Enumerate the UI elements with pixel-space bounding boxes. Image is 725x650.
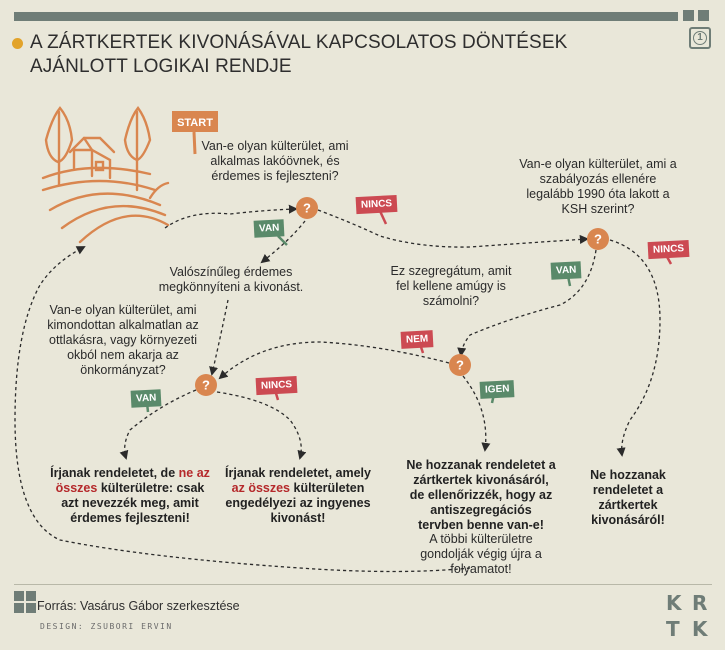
question-node-q3 [449, 354, 471, 376]
outcome-o1-after: külterületre: csak azt nevezzék meg, amit érdemes fejleszteni! [61, 481, 205, 525]
outcome-o3: Ne hozzanak rendeletet a zártkertek kivonásáról, de ellenőrizzék, hogy az antiszegregációs tervben benne van-e! [406, 458, 556, 532]
design-credit: DESIGN: ZSUBORI ERVIN [40, 622, 173, 631]
path-q2-nincs [610, 240, 660, 455]
source-icon [14, 591, 36, 613]
svg-text:START: START [177, 117, 213, 129]
tag-post [278, 236, 287, 245]
path-note-to-q4 [212, 300, 228, 374]
page-number-circle: 1 [693, 31, 707, 45]
outcome-o2 [222, 466, 374, 526]
svg-text:?: ? [594, 231, 602, 247]
question-node-q2 [587, 228, 609, 250]
page-title: A ZÁRTKERTEK KIVONÁSÁVAL KAPCSOLATOS DÖNTÉSEK AJÁNLOTT LOGIKAI RENDJE [30, 32, 568, 77]
svg-text:?: ? [303, 200, 311, 216]
tag-van-q2: VAN [551, 261, 582, 280]
tag-van-q1: VAN [254, 219, 285, 238]
question-q3-text: Ez szegregátum, amit fel kellene amúgy is számolni? [390, 264, 512, 308]
note-likely-easier: Valószínűleg érdemes megkönnyíteni a kivonást. [158, 265, 304, 294]
tag-nincs-q4: NINCS [256, 376, 298, 395]
question-q2-text: Van-e olyan külterület, ami a szabályozás ellenére legalább 1990 óta lakott a KSH szerint? [519, 157, 677, 216]
svg-text:?: ? [202, 377, 210, 393]
path-q4-nincs [217, 392, 301, 458]
krtk-logo [664, 592, 714, 642]
tag-van-q4: VAN [131, 389, 162, 408]
question-q1-text: Van-e olyan külterület, ami alkalmas lakóövnek, és érdemes is fejleszteni? [201, 139, 349, 183]
tag-igen-q3: IGEN [480, 380, 515, 399]
question-q4-text: Van-e olyan külterület, ami kimondottan alkalmatlan az ottlakásra, vagy környezeti okból nem akarja az önkormányzat? [47, 303, 199, 377]
outcome-o1 [46, 466, 214, 526]
tag-nincs-q1: NINCS [356, 195, 398, 214]
outcome-o2-before: Írjanak rendeletet, amely [225, 466, 371, 480]
svg-text:?: ? [456, 357, 464, 373]
tag-nincs-q2: NINCS [648, 240, 690, 259]
outcome-o2-highlight: az összes [231, 481, 291, 495]
outcome-o3-note: A többi külterületre gondolják végig újra a folyamatot! [420, 532, 542, 576]
logo-letter: K [692, 617, 708, 641]
logo-letter: R [692, 591, 708, 615]
question-node-q1 [296, 197, 318, 219]
outcome-o1-before: Írjanak rendeletet, de [50, 466, 176, 480]
source-text: Forrás: Vasárus Gábor szerkesztése [37, 599, 240, 613]
logo-letter: K [666, 591, 682, 615]
footer-divider [14, 584, 712, 585]
outcome-o4: Ne hozzanak rendeletet a zártkertek kivonásáról! [590, 468, 666, 527]
outcome-o2-after: külterületen engedélyezi az ingyenes kivonást! [225, 481, 371, 525]
tag-nem-q3: NEM [401, 330, 434, 349]
outcome-o1-highlight: ne az összes [55, 466, 210, 495]
tag-post [380, 211, 386, 224]
logo-letter: T [666, 617, 680, 641]
farm-illustration-icon [43, 108, 168, 242]
